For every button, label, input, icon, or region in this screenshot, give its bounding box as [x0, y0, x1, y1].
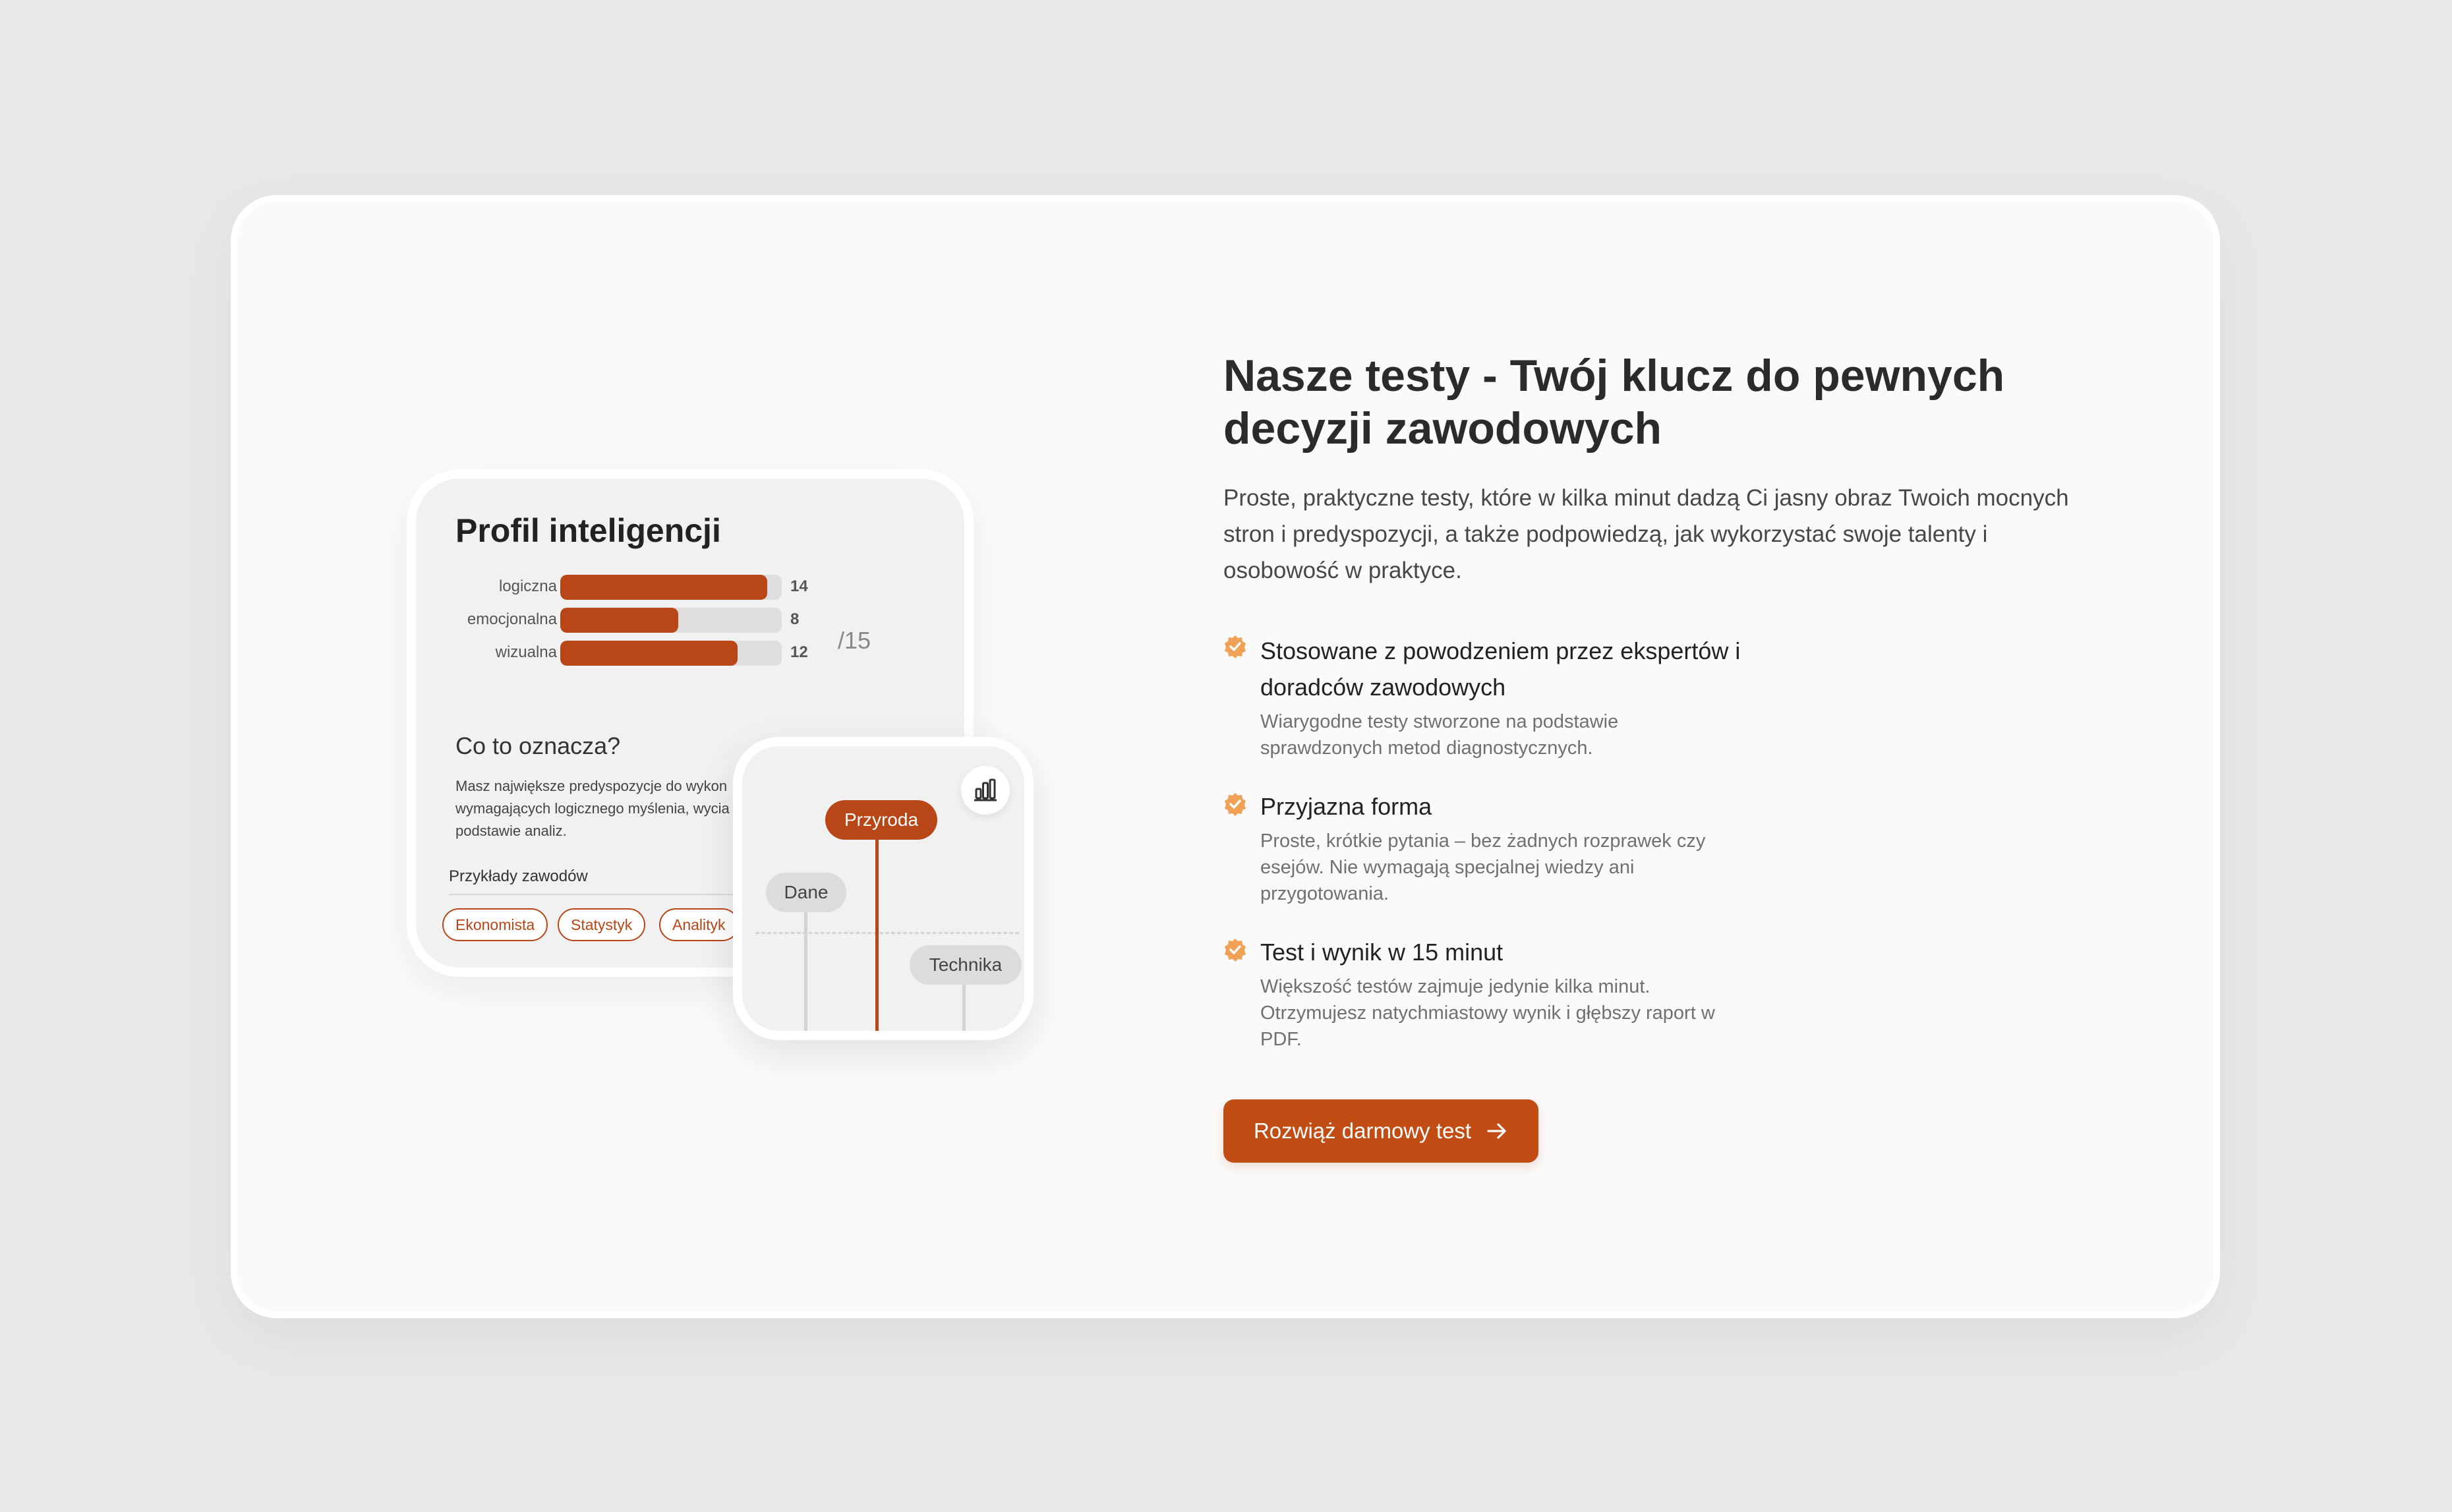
bar-label-visual: wizualna — [495, 643, 557, 661]
section-lead: Proste, praktyczne testy, które w kilka minut dadzą Ci jasny obraz Twoich mocnych stron i predyspozycji, a także podpowiedzą, jak wykorzystać swoje talenty i osobowość w praktyce. — [1223, 485, 2069, 583]
divider — [449, 894, 752, 895]
job-examples-label: Przykłady zawodów — [449, 867, 588, 885]
bar-fill-logical — [560, 575, 767, 600]
interests-card — [733, 737, 1034, 1040]
interest-pill-przyroda: Przyroda — [825, 800, 937, 840]
verified-badge-icon — [1223, 792, 1248, 817]
verified-badge-icon — [1223, 937, 1248, 962]
bar-track-emotional — [560, 608, 782, 633]
bar-label-logical: logiczna — [498, 577, 557, 595]
feature-title-15min: Test i wynik w 15 minut — [1260, 939, 1503, 966]
baseline-dashed-line — [755, 932, 1019, 934]
bar-fill-emotional — [560, 608, 678, 633]
job-chip-economist: Ekonomista — [442, 908, 548, 941]
section-headline: Nasze testy - Twój klucz do pewnych decyzji zawodowych — [1223, 351, 2005, 453]
feature-title-friendly: Przyjazna forma — [1260, 793, 1432, 820]
profile-title: Profil inteligencji — [455, 512, 721, 549]
meaning-text: Masz największe predyspozycje do wykon wymagających logicznego myślenia, wycia podstawie analiz. — [455, 778, 730, 839]
bar-track-logical — [560, 575, 782, 600]
stem-dane — [804, 911, 807, 1031]
bar-value-visual: 12 — [790, 643, 808, 661]
cta-label: Rozwiąż darmowy test — [1253, 1119, 1472, 1143]
stem-przyroda — [875, 838, 879, 1031]
arrow-right-icon — [1486, 1120, 1508, 1142]
verified-badge-icon — [1223, 634, 1248, 659]
feature-desc-experts: Wiarygodne testy stworzone na podstawie sprawdzonych metod diagnostycznych. — [1260, 711, 1619, 759]
max-score-label: /15 — [838, 627, 871, 654]
interest-pill-dane: Dane — [766, 873, 846, 912]
job-chip-analyst: Analityk — [659, 908, 739, 941]
feature-title-experts: Stosowane z powodzeniem przez ekspertów i doradców zawodowych — [1260, 637, 1741, 701]
stem-technika — [962, 983, 966, 1031]
interest-pill-technika: Technika — [910, 945, 1022, 985]
bar-label-emotional: emocjonalna — [467, 610, 557, 628]
bar-fill-visual — [560, 641, 738, 666]
feature-desc-friendly: Proste, krótkie pytania – bez żadnych rozprawek czy esejów. Nie wymagają specjalnej wiedzy ani przygotowania. — [1260, 830, 1706, 904]
bar-chart-icon[interactable] — [961, 766, 1010, 815]
feature-desc-15min: Większość testów zajmuje jedynie kilka minut. Otrzymujesz natychmiastowy wynik i głębszy raport w PDF. — [1260, 976, 1715, 1050]
job-chip-statistician: Statystyk — [558, 908, 645, 941]
start-free-test-button[interactable] — [1223, 1099, 1538, 1163]
bar-value-emotional: 8 — [790, 610, 800, 628]
bar-track-visual — [560, 641, 782, 666]
bar-value-logical: 14 — [790, 577, 808, 595]
meaning-heading: Co to oznacza? — [455, 732, 621, 759]
